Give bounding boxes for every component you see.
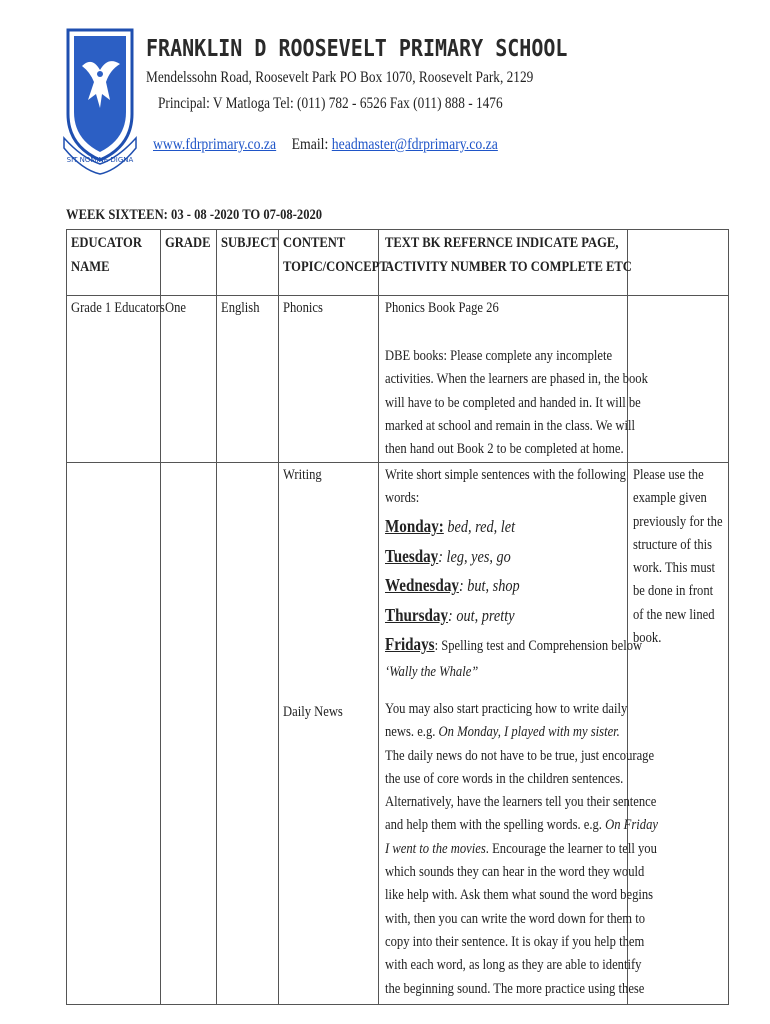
- svg-text:SIT NOMINE DIGNA: SIT NOMINE DIGNA: [66, 156, 134, 164]
- writing-instructions: Write short simple sentences with the following words:: [385, 467, 626, 507]
- day-wednesday: Wednesday: but, shop: [385, 575, 520, 595]
- daily-news-instructions: You may also start practicing how to write daily news. e.g. On Monday, I played with my sister. The daily news do not have to be true, just encourage the use of core words in the children sentences. Alternatively, have the learners tell you their sentence and help them with the spelling words. e.g. On Friday I went to the movies. Encourage the learner to tell you which sounds they can hear in the word they would like help with. Ask them what sound the word begins with, then you can write the word down for them to copy into their sentence. It is okay if you help them with each word, as long as they are able to identify the beginning sound. The more practice using these: [385, 701, 658, 997]
- week-title: WEEK SIXTEEN: 03 - 08 -2020 TO 07-08-2020: [66, 207, 323, 223]
- educator-name-cell: Grade 1 Educators: [71, 300, 165, 316]
- day-thursday: Thursday: out, pretty: [385, 604, 515, 625]
- email-label: Email:: [291, 136, 329, 153]
- header-text-reference: TEXT BK REFERNCE INDICATE PAGE, ACTIVITY NUMBER TO COMPLETE ETC: [385, 235, 632, 275]
- grade-cell: One: [165, 300, 186, 316]
- header-content-topic: CONTENT TOPIC/CONCEPT: [283, 235, 388, 275]
- topic-writing: Writing: [283, 467, 322, 483]
- school-address: Mendelssohn Road, Roosevelt Park PO Box 1070, Roosevelt Park, 2129: [146, 69, 534, 86]
- email-link[interactable]: headmaster@fdrprimary.co.za: [331, 136, 498, 153]
- school-name: FRANKLIN D ROOSEVELT PRIMARY SCHOOL: [146, 34, 568, 62]
- website-link[interactable]: www.fdrprimary.co.za: [153, 136, 277, 153]
- header-subject: SUBJECT: [221, 235, 278, 251]
- header-educator-name: EDUCATOR NAME: [71, 235, 142, 275]
- subject-cell: English: [221, 300, 260, 316]
- story-title: ‘Wally the Whale”: [385, 663, 479, 680]
- day-monday: Monday: bed, red, let: [385, 516, 516, 536]
- topic-phonics: Phonics: [283, 300, 323, 316]
- school-crest-logo: [62, 26, 138, 176]
- principal-contact-line: Principal: V Matloga Tel: (011) 782 - 6526 Fax (011) 888 - 1476: [158, 95, 503, 112]
- day-friday: Fridays: Spelling test and Comprehension below: [385, 634, 643, 654]
- dbe-books-instructions: DBE books: Please complete any incomplete activities. When the learners are phased in, the book will have to be completed and handed in. It will be marked at school and remain in the class. We will then hand out Book 2 to be completed at home.: [385, 348, 648, 458]
- day-tuesday: Tuesday: leg, yes, go: [385, 545, 511, 566]
- phonics-reference: Phonics Book Page 26: [385, 300, 499, 316]
- contact-links: [153, 136, 498, 154]
- topic-daily-news: Daily News: [283, 704, 343, 720]
- weekly-word-list: [385, 513, 642, 684]
- teacher-comment: Please use the example given previously for the structure of this work. This must be done in front of the new lined book.: [633, 467, 723, 647]
- header-grade: GRADE: [165, 235, 211, 251]
